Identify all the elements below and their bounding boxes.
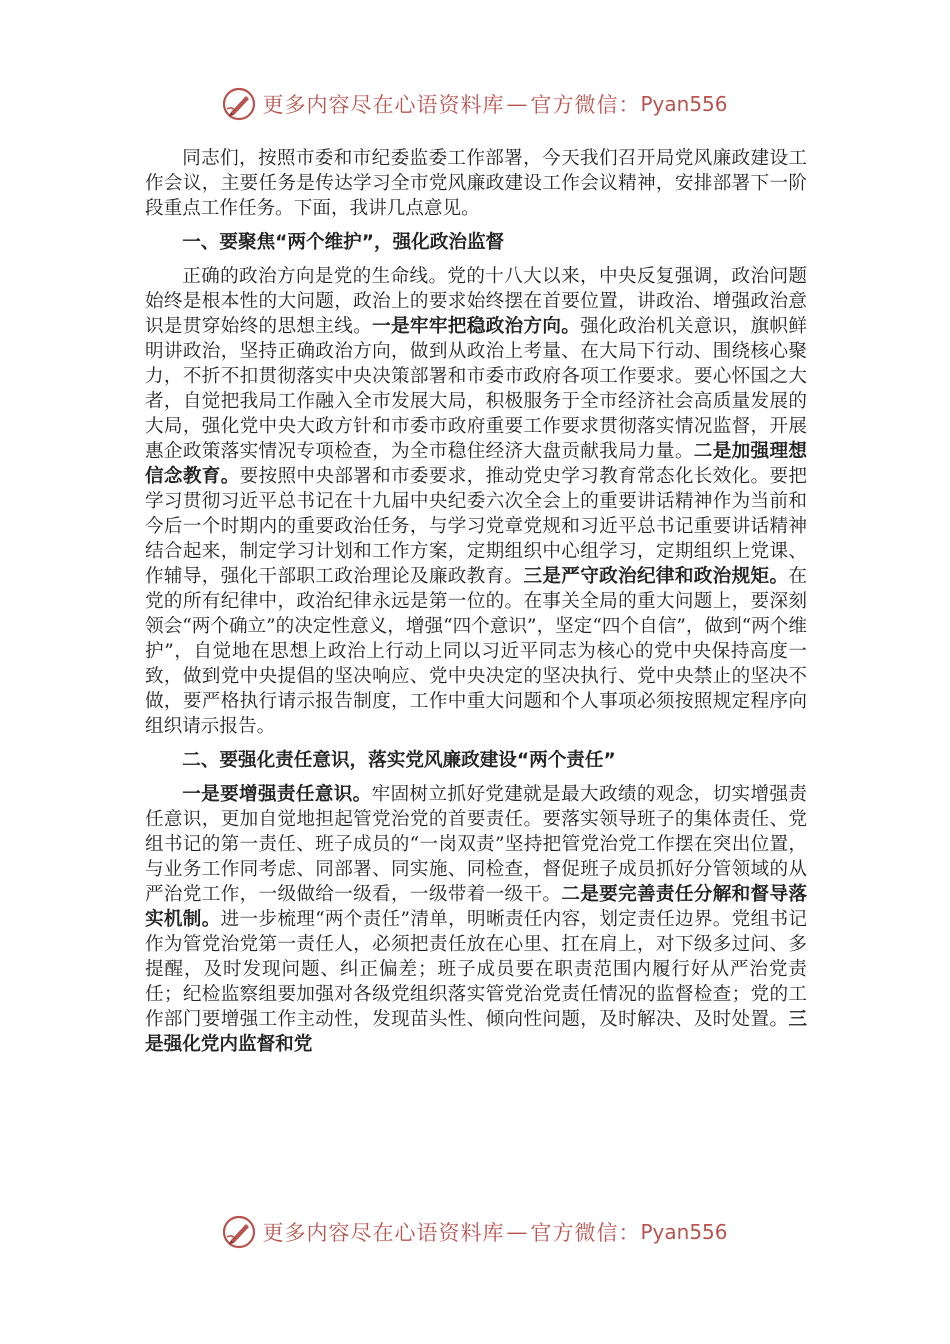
watermark-text: 更多内容尽在心语资料库 bbox=[262, 93, 505, 117]
section2-point-2: 二是要完善责任分解和督导落实机制。 bbox=[145, 884, 807, 930]
watermark-official-label: 官方微信： bbox=[530, 93, 641, 117]
intro-paragraph: 同志们，按照市委和市纪委监委工作部署，今天我们召开局党风廉政建设工作会议，主要任务是传达学习全市党风廉政建设工作会议精神，安排部署下一阶段重点工作任务。下面，我讲几点意见。 bbox=[145, 148, 807, 219]
header-watermark bbox=[0, 84, 950, 124]
section2-text-1: 牢固树立抓好党建就是最大政绩的观念，切实增强责任意识，更加自觉地担起管党治党的首要责任。要落实领导班子的集体责任、党组书记的第一责任、班子成员的“一岗双责”坚持把管党治党工作摆在突出位置，与业务工作同考虑、同部署、同实施、同检查，督促班子成员抓好分管领域的从严治党工作，一级做给一级看，一级带着一级干。 bbox=[145, 784, 807, 905]
pen-logo-icon bbox=[222, 87, 256, 121]
footer-watermark bbox=[0, 1212, 950, 1252]
section2-paragraph bbox=[145, 782, 807, 1057]
watermark-separator: — bbox=[506, 92, 529, 116]
watermark-official-label: 官方微信： bbox=[530, 1221, 641, 1245]
document-body bbox=[145, 146, 807, 1057]
section1-point-3: 三是严守政治纪律和政治规矩。 bbox=[523, 566, 789, 587]
section-heading-2: 二、要强化责任意识，落实党风廉政建设“两个责任” bbox=[182, 750, 616, 771]
section1-point-1: 一是牢牢把稳政治方向。 bbox=[372, 316, 581, 337]
pen-logo-icon bbox=[222, 1215, 256, 1249]
section2-point-1: 一是要增强责任意识。 bbox=[182, 784, 372, 805]
section1-text-4: 在党的所有纪律中，政治纪律永远是第一位的。在事关全局的重大问题上，要深刻领会“两个确立”的决定性意义，增强“四个意识”，坚定“四个自信”，做到“两个维护”，自觉地在思想上政治上行动上同以习近平同志为核心的党中央保持高度一致，做到党中央提倡的坚决响应、党中央决定的坚决执行、党中央禁止的坚决不做，要严格执行请示报告制度，工作中重大问题和个人事项必须按照规定程序向组织请示报告。 bbox=[145, 566, 807, 737]
section2-text-2: 进一步梳理“两个责任”清单，明晰责任内容，划定责任边界。党组书记作为管党治党第一责任人，必须把责任放在心里、扛在肩上，对下级多过问、多提醒，及时发现问题、纠正偏差；班子成员要在职责范围内履行好从严治党责任；纪检监察组要加强对各级党组织落实管党治党责任情况的监督检查；党的工作部门要增强工作主动性，发现苗头性、倾向性问题，及时解决、及时处置。 bbox=[145, 909, 807, 1030]
section1-text-1: 正确的政治方向是党的生命线。党的十八大以来，中央反复强调，政治问题始终是根本性的大问题，政治上的要求始终摆在首要位置，讲政治、增强政治意识是贯穿始终的思想主线。 bbox=[145, 266, 807, 337]
section2-point-3: 三是强化党内监督和党 bbox=[145, 1009, 807, 1055]
section-heading-1: 一、要聚焦“两个维护”，强化政治监督 bbox=[182, 232, 505, 253]
watermark-separator: — bbox=[506, 1220, 529, 1244]
section1-point-2: 二是加强理想信念教育。 bbox=[145, 441, 807, 487]
section1-paragraph bbox=[145, 264, 807, 739]
watermark-wechat-id: Pyan556 bbox=[640, 1220, 728, 1244]
section1-text-3: 要按照中央部署和市委要求，推动党史学习教育常态化长效化。要把学习贯彻习近平总书记在十九届中央纪委六次全会上的重要讲话精神作为当前和今后一个时期内的重要政治任务，与学习党章党规和习近平总书记重要讲话精神结合起来，制定学习计划和工作方案，定期组织中心组学习，定期组织上党课、作辅导，强化干部职工政治理论及廉政教育。 bbox=[145, 466, 807, 587]
section1-text-2: 强化政治机关意识，旗帜鲜明讲政治，坚持正确政治方向，做到从政治上考量、在大局下行动、围绕核心聚力，不折不扣贯彻落实中央决策部署和市委市政府各项工作要求。要心怀国之大者，自觉把我局工作融入全市发展大局，积极服务于全市经济社会高质量发展的大局，强化党中央大政方针和市委市政府重要工作要求贯彻落实情况监督，开展惠企政策落实情况专项检查，为全市稳住经济大盘贡献我局力量。 bbox=[145, 316, 807, 462]
watermark-text: 更多内容尽在心语资料库 bbox=[262, 1221, 505, 1245]
watermark-wechat-id: Pyan556 bbox=[640, 92, 728, 116]
